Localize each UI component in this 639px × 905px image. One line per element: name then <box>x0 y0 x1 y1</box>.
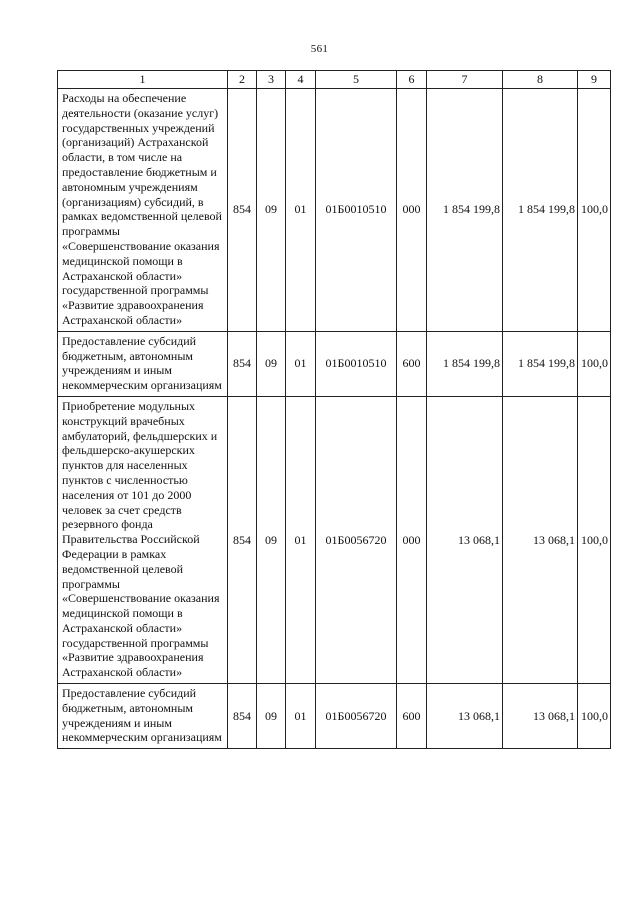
cell-col-6: 000 <box>397 396 427 683</box>
cell-col-5: 01Б0056720 <box>316 396 397 683</box>
cell-col-8: 13 068,1 <box>503 396 578 683</box>
header-col-4: 4 <box>286 71 316 89</box>
cell-col-4: 01 <box>286 89 316 332</box>
row-description: Предоставление субсидий бюджетным, автономным учреждениям и иным некоммерческим организациям <box>58 684 228 749</box>
cell-col-7: 1 854 199,8 <box>427 89 503 332</box>
cell-col-4: 01 <box>286 684 316 749</box>
row-description: Расходы на обеспечение деятельности (оказание услуг) государственных учреждений (организаций) Астраханской области, в том числе на предоставление бюджетным и автономным учреждениям (организациям) субсидий, в рамках ведомственной целевой программы «Совершенствование оказания медицинской помощи в Астраханской области» государственной программы «Развитие здравоохранения Астраханской области» <box>58 89 228 332</box>
cell-col-9: 100,0 <box>578 396 611 683</box>
row-description: Предоставление субсидий бюджетным, автономным учреждениям и иным некоммерческим организациям <box>58 331 228 396</box>
cell-col-5: 01Б0056720 <box>316 684 397 749</box>
header-col-1: 1 <box>58 71 228 89</box>
cell-col-7: 1 854 199,8 <box>427 331 503 396</box>
header-col-2: 2 <box>228 71 257 89</box>
cell-col-3: 09 <box>257 89 286 332</box>
cell-col-3: 09 <box>257 684 286 749</box>
table-row <box>58 331 611 396</box>
cell-col-5: 01Б0010510 <box>316 331 397 396</box>
cell-col-9: 100,0 <box>578 331 611 396</box>
cell-col-6: 000 <box>397 89 427 332</box>
table-row <box>58 396 611 683</box>
header-col-8: 8 <box>503 71 578 89</box>
cell-col-8: 13 068,1 <box>503 684 578 749</box>
cell-col-2: 854 <box>228 89 257 332</box>
header-col-3: 3 <box>257 71 286 89</box>
cell-col-9: 100,0 <box>578 89 611 332</box>
cell-col-2: 854 <box>228 331 257 396</box>
cell-col-6: 600 <box>397 684 427 749</box>
header-col-5: 5 <box>316 71 397 89</box>
table-row <box>58 684 611 749</box>
header-col-6: 6 <box>397 71 427 89</box>
cell-col-5: 01Б0010510 <box>316 89 397 332</box>
cell-col-3: 09 <box>257 331 286 396</box>
cell-col-3: 09 <box>257 396 286 683</box>
cell-col-2: 854 <box>228 684 257 749</box>
header-row <box>58 71 611 89</box>
header-col-7: 7 <box>427 71 503 89</box>
cell-col-2: 854 <box>228 396 257 683</box>
table-row <box>58 89 611 332</box>
page-number: 561 <box>310 43 329 55</box>
cell-col-7: 13 068,1 <box>427 396 503 683</box>
cell-col-8: 1 854 199,8 <box>503 331 578 396</box>
cell-col-4: 01 <box>286 396 316 683</box>
row-description: Приобретение модульных конструкций врачебных амбулаторий, фельдшерских и фельдшерско-акушерских пунктов для населенных пунктов с численностью населения от 101 до 2000 человек за счет средств резервного фонда Правительства Российской Федерации в рамках ведомственной целевой программы «Совершенствование оказания медицинской помощи в Астраханской области» государственной программы «Развитие здравоохранения Астраханской области» <box>58 396 228 683</box>
cell-col-9: 100,0 <box>578 684 611 749</box>
header-col-9: 9 <box>578 71 611 89</box>
budget-table <box>57 70 611 749</box>
cell-col-8: 1 854 199,8 <box>503 89 578 332</box>
cell-col-4: 01 <box>286 331 316 396</box>
cell-col-7: 13 068,1 <box>427 684 503 749</box>
cell-col-6: 600 <box>397 331 427 396</box>
